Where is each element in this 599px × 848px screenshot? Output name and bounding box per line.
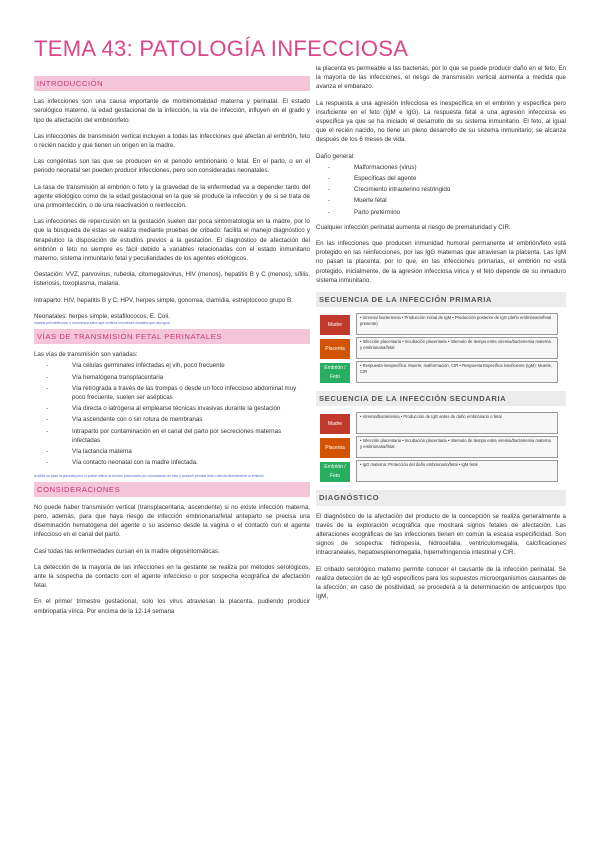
section-secuencia-primaria: SECUENCIA DE LA INFECCIÓN PRIMARIA (316, 292, 566, 307)
diagram-secundaria (316, 412, 566, 484)
dano-list (316, 163, 566, 217)
diagram-label-madre: Madre (320, 414, 350, 434)
diagram-box: • Viremia/bacteriemia • Producción de IgG antes de daño embrionario o fetal (356, 412, 558, 434)
list-item: - Vía células germinales infectadas ej vih, poco frecuente (72, 361, 310, 370)
diagram-box: • Respuesta inespecífica: Muerte, malformación, CIR • Respuesta Específica insuficiente (IgM): Muerte, CIR (356, 361, 558, 383)
list-item: - Vía directa o iatrógena al emplearse técnicas invasivas durante la gestación (72, 404, 310, 413)
cons-paragraph: La detección de la mayoría de las infecciones en la gestante se realiza por métodos serológicos, ante la sospecha de contacto con el agente infeccioso o por sospecha ecográfica de afectación fetal. (34, 563, 310, 590)
intro-paragraph: Las congénitas son las que se producen en el periodo embrionario o fetal. En el parto, o en el periodo neonatal ser pueden producir infecciones, pero son consideradas neonatales. (34, 158, 310, 175)
diagram-box: • Infección placentaria • Incubación placentaria • Intervalo de tiempo entre viremia/bacteriemia materna y embrionaria/fetal (356, 337, 558, 359)
diagram-box: • IgG materna: Protección del daño embrionario/fetal • IgM fetal (356, 460, 558, 482)
list-item: - Vía hematógena transplacentaria (72, 373, 310, 382)
diagram-label-feto: Embrión / Feto (320, 462, 350, 482)
diagram-label-placenta: Placenta (320, 438, 350, 458)
neonatales-list: Neonatales: herpes simple, estafilococos, E. Coli. (34, 312, 170, 320)
intraparto-list: Intraparto: HIV, hepatitis B y C, HPV, herpes simple, gonorrea, clamidia, estreptococo grupo B. (34, 296, 293, 304)
list-item: - Malformaciones (virus) (354, 163, 566, 172)
left-column (34, 72, 310, 623)
page-title: TEMA 43: PATOLOGÍA INFECCIOSA (34, 36, 409, 61)
list-item: - Vía contacto neonatal con la madre infectada. (72, 458, 310, 467)
diagram-box: • Infección placentaria • Incubación placentaria • Intervalo de tiempo entre viremia/bacteriemia materna y embrionaria/fetal (356, 436, 558, 458)
diagram-label-placenta: Placenta (320, 339, 350, 359)
section-diagnostico: DIAGNÓSTICO (316, 490, 566, 505)
cons-paragraph: Casi todas las enfermedades cursan en la madre oligosintomáticas. (34, 547, 220, 555)
handwritten-note: la sífilis no pasa la placenta pero sí puede alterar la función placentaria por colonización de esta y producir pérdida fetal o afecta directamente al embrión (34, 473, 264, 478)
list-item: - Vía ascendente con o sin rotura de membranas (72, 415, 310, 424)
section-consideraciones: CONSIDERACIONES (34, 482, 310, 497)
right-paragraph: Cualquier infección perinatal aumenta el riesgo de prematuridad y CIR. (316, 223, 511, 231)
section-introduccion: INTRODUCCIÓN (34, 76, 310, 91)
intro-paragraph: La tasa de transmisión al embrión o feto y la gravedad de la enfermedad va a depender tanto del agente etiológico como de la edad gestacional en la que se produce la infección y de si se trata de una primoinfección, o de una reactivación o reinfección. (34, 183, 310, 210)
cons-paragraph: En el primer trimestre gestacional, solo los virus atraviesan la placenta, pudiendo producir embriopatía vírica. Por encima de la 12-14 semana (34, 598, 310, 615)
diagram-label-madre: Madre (320, 315, 350, 335)
right-paragraph: La respuesta a una agresión infecciosa es inespecífica en el embrión y específica pero insuficiente en el feto (IgM e IgG). La respuesta fetal a una agresión infecciosa es específica ya que se ha iniciado el desarrollo de su sistema inmunitario. El feto, al igual que el recién nacido, no tiene un pleno desarrollo de su sistema inmunitario; se alcanza después de los 6 meses de vida. (316, 99, 566, 144)
vias-intro: Las vías de transmisión son variadas: (34, 351, 138, 359)
list-item: - Específicas del agente (354, 174, 566, 183)
section-vias: VÍAS DE TRANSMISIÓN FETAL PERINATALES (34, 329, 310, 344)
section-secuencia-secundaria: SECUENCIA DE LA INFECCIÓN SECUNDARIA (316, 391, 566, 406)
diag-paragraph: El cribado serológico materno permite conocer el causante de la infección perinatal. Se realiza detección de ac IgG específicos para los supuestos microorganismos causantes de la afección; en caso de positividad, se procederá a la determinación de anticuerpos tipo IgM, (316, 565, 566, 601)
diag-paragraph: El diagnóstico de la afectación del producto de la concepción se realiza generalmente a través de la exploración ecográfica que mostrará signos fetales de afectación. Las alteraciones ecográficas de las infecciones tienen en común la escasa especificidad. Son signos de sospecha: hidropesía, hidrocefalia, ventriculomegalia, calcificaciones intracraneales, hepatoesplenomegalia, hiperrefringencia intestinal y CIR. (316, 512, 566, 557)
list-item: - Parto pretérmino (354, 208, 566, 217)
right-paragraph: la placenta es permeable a las bacterias, por lo que se puede producir daño en el feto. En la mayoría de las infecciones, el riesgo de transmisión vertical aumenta a medida que avanza el embarazo. (316, 65, 566, 91)
diagram-primaria (316, 313, 566, 385)
handwritten-note: importa primoinfección o recurrencia salvo que confiera inmunidad duradera que dan igual (34, 321, 170, 326)
list-item: - Crecimiento intrauterino restringido (354, 185, 566, 194)
diagram-label-feto: Embrión / Feto (320, 363, 350, 383)
intro-paragraph: Las infecciones son una causa importante de morbimortalidad materna y perinatal. El estado serológico materno, la edad gestacional de la infección, la vía de infección, influyen en el grado y tipo de afectación del embrión/feto. (34, 98, 310, 124)
right-paragraph: En las infecciones que producen inmunidad humoral permanente el embrión/feto está protegido en las reinfecciones, por las IgG maternas que atraviesan la placenta. Las IgM no pasan la placenta, por lo que, en las infecciones primarias, el embrión no está protegido, inicialmente, de la agresión infecciosa vírica y el feto depende de su inmaduro sistema inmunitario. (316, 240, 566, 284)
right-column (316, 64, 566, 609)
vias-list (34, 361, 310, 467)
intro-paragraph: Las infecciones de repercusión en la gestación suelen dar poca sintomatología en la madre, por lo que la búsqueda de estas se realiza mediante pruebas de cribado: facilita el manejo diagnóstico y terapéutico la disposición de estudios previos a la gestación. El diagnóstico de afectación del embrión o feto no siempre es fácil debido a variables relacionadas con el estado inmunitario materno, sistema inmunitario fetal y peculiaridades de los agentes etiológicos. (34, 218, 310, 263)
diagram-box: • Viremia/ bacteriemia • Producción inicial de IgM • Producción posterior de IgG (daño embrionario/fetal presente) (356, 313, 558, 335)
dano-heading: Daño general: (316, 152, 355, 160)
list-item: - Vía lactancia materna (72, 447, 310, 456)
intro-paragraph: Las infecciones de transmisión vertical incluyen a todas las infecciones que afectan al embrión, feto o recién nacido y que tienen un origen en la madre. (34, 132, 310, 150)
list-item: - Vía retrógrada a través de las trompas o desde un foco infeccioso abdominal muy poco frecuente, suelen ser asépticas (72, 384, 310, 402)
list-item: - Muerte fetal (354, 196, 566, 205)
list-item: - Intraparto por contaminación en el canal del parto por secreciones maternas infectadas (72, 427, 310, 445)
cons-paragraph: No puede haber transmisión vertical (transplacentaria, ascendente) si no existe infección materna, pero, además, para que haya riesgo de infección embrionaria/fetal anteparto se precisa una diseminación hematógena del agente o su ascenso desde la vagina o el contacto con el agente infeccioso en el canal del parto. (34, 503, 310, 539)
gestacion-list: Gestación: VVZ, parvovirus, rubeola, citomegalovirus, HIV (menos), hepatitis B y C (menos), sífilis, listeriosis, toxoplasma, malaria. (34, 271, 310, 288)
